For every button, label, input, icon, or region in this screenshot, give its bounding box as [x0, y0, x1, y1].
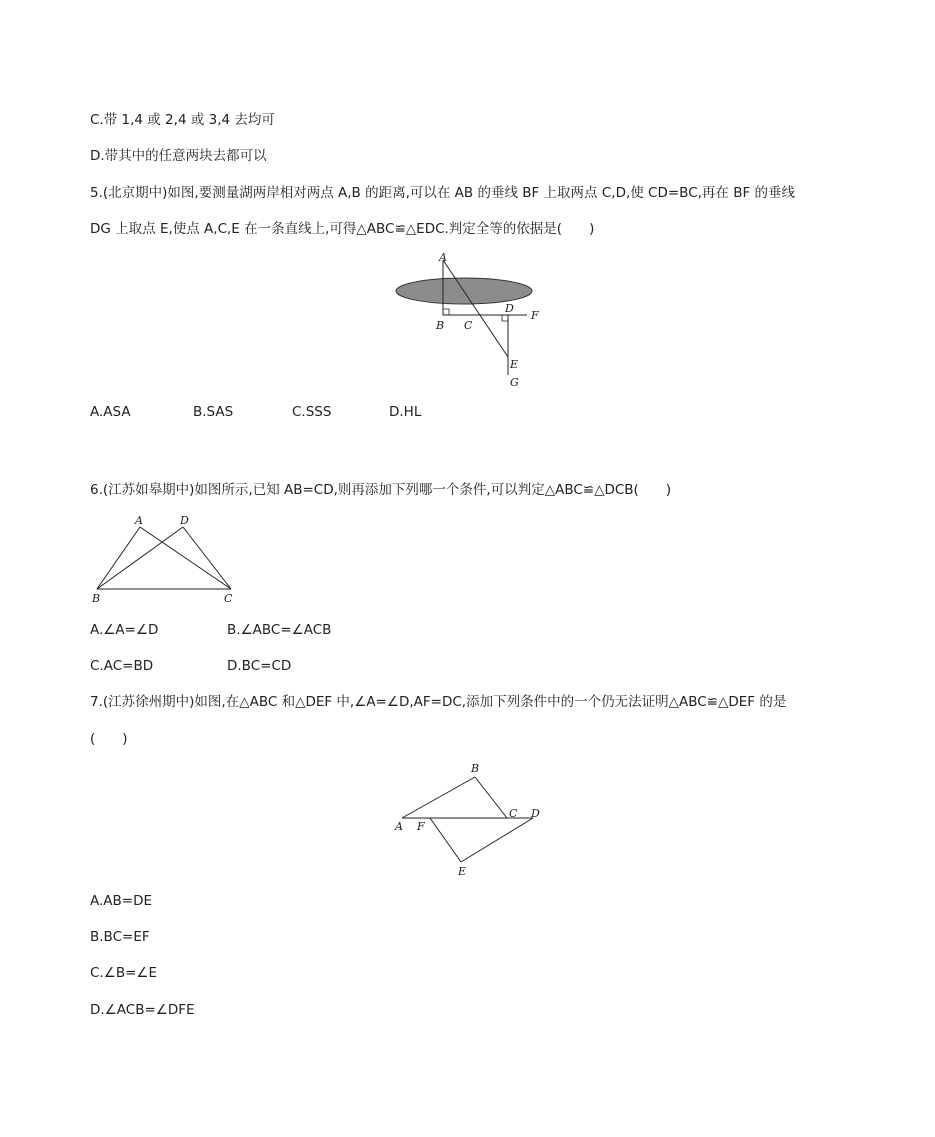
label-b: B — [471, 762, 480, 775]
label-d: D — [531, 807, 540, 820]
q6-option-d: D.BC=CD — [227, 658, 292, 674]
q5-option-c: C.SSS — [292, 404, 332, 420]
q6-option-a: A.∠A=∠D — [90, 622, 159, 638]
q7-option-d: D.∠ACB=∠DFE — [90, 1002, 195, 1018]
label-a: A — [395, 820, 403, 833]
segment-ac — [140, 527, 231, 589]
segment-bd — [97, 527, 183, 589]
label-e: E — [458, 865, 467, 878]
segment-ed — [461, 818, 533, 862]
label-d: D — [505, 302, 514, 315]
label-b: B — [436, 319, 445, 332]
q7-figure — [385, 760, 550, 880]
q5-figure — [380, 245, 570, 395]
label-g: G — [510, 376, 519, 389]
segment-ab — [402, 777, 475, 818]
q4-option-d: D.带其中的任意两块去都可以 — [90, 148, 267, 164]
q5-option-a: A.ASA — [90, 404, 131, 420]
right-angle-d — [502, 315, 508, 321]
q5-option-b: B.SAS — [193, 404, 234, 420]
segment-fe — [430, 818, 461, 862]
segment-ba — [97, 527, 140, 589]
segment-ae — [443, 260, 508, 357]
q7-stem-line1: 7.(江苏徐州期中)如图,在△ABC 和△DEF 中,∠A=∠D,AF=DC,添加下列条件中的一个仍无法证明△ABC≌△DEF 的是 — [90, 694, 787, 710]
q7-stem-line2: ( ) — [90, 731, 128, 747]
q4-option-c: C.带 1,4 或 2,4 或 3,4 去均可 — [90, 112, 275, 128]
q7-option-c: C.∠B=∠E — [90, 965, 158, 981]
label-f: F — [417, 820, 425, 833]
q6-option-b: B.∠ABC=∠ACB — [227, 622, 332, 638]
label-a: A — [135, 514, 143, 527]
q7-option-a: A.AB=DE — [90, 893, 153, 909]
q7-option-b: B.BC=EF — [90, 929, 150, 945]
label-c: C — [509, 807, 518, 820]
q5-stem-line2: DG 上取点 E,使点 A,C,E 在一条直线上,可得△ABC≌△EDC.判定全等的依据是( ) — [90, 221, 595, 237]
label-d: D — [180, 514, 189, 527]
label-e: E — [510, 358, 519, 371]
label-b: B — [92, 592, 101, 605]
label-c: C — [224, 592, 233, 605]
q5-option-d: D.HL — [389, 404, 422, 420]
label-c: C — [464, 319, 473, 332]
q5-stem-line1: 5.(北京期中)如图,要测量湖两岸相对两点 A,B 的距离,可以在 AB 的垂线 BF 上取两点 C,D,使 CD=BC,再在 BF 的垂线 — [90, 185, 796, 201]
label-f: F — [531, 309, 539, 322]
q6-figure — [85, 510, 245, 610]
label-a: A — [439, 251, 447, 264]
q6-stem-line1: 6.(江苏如皋期中)如图所示,已知 AB=CD,则再添加下列哪一个条件,可以判定△ABC≌△DCB( ) — [90, 482, 672, 498]
q6-option-c: C.AC=BD — [90, 658, 154, 674]
segment-dc — [183, 527, 231, 589]
right-angle-b — [443, 309, 449, 315]
segment-bc — [475, 777, 507, 818]
